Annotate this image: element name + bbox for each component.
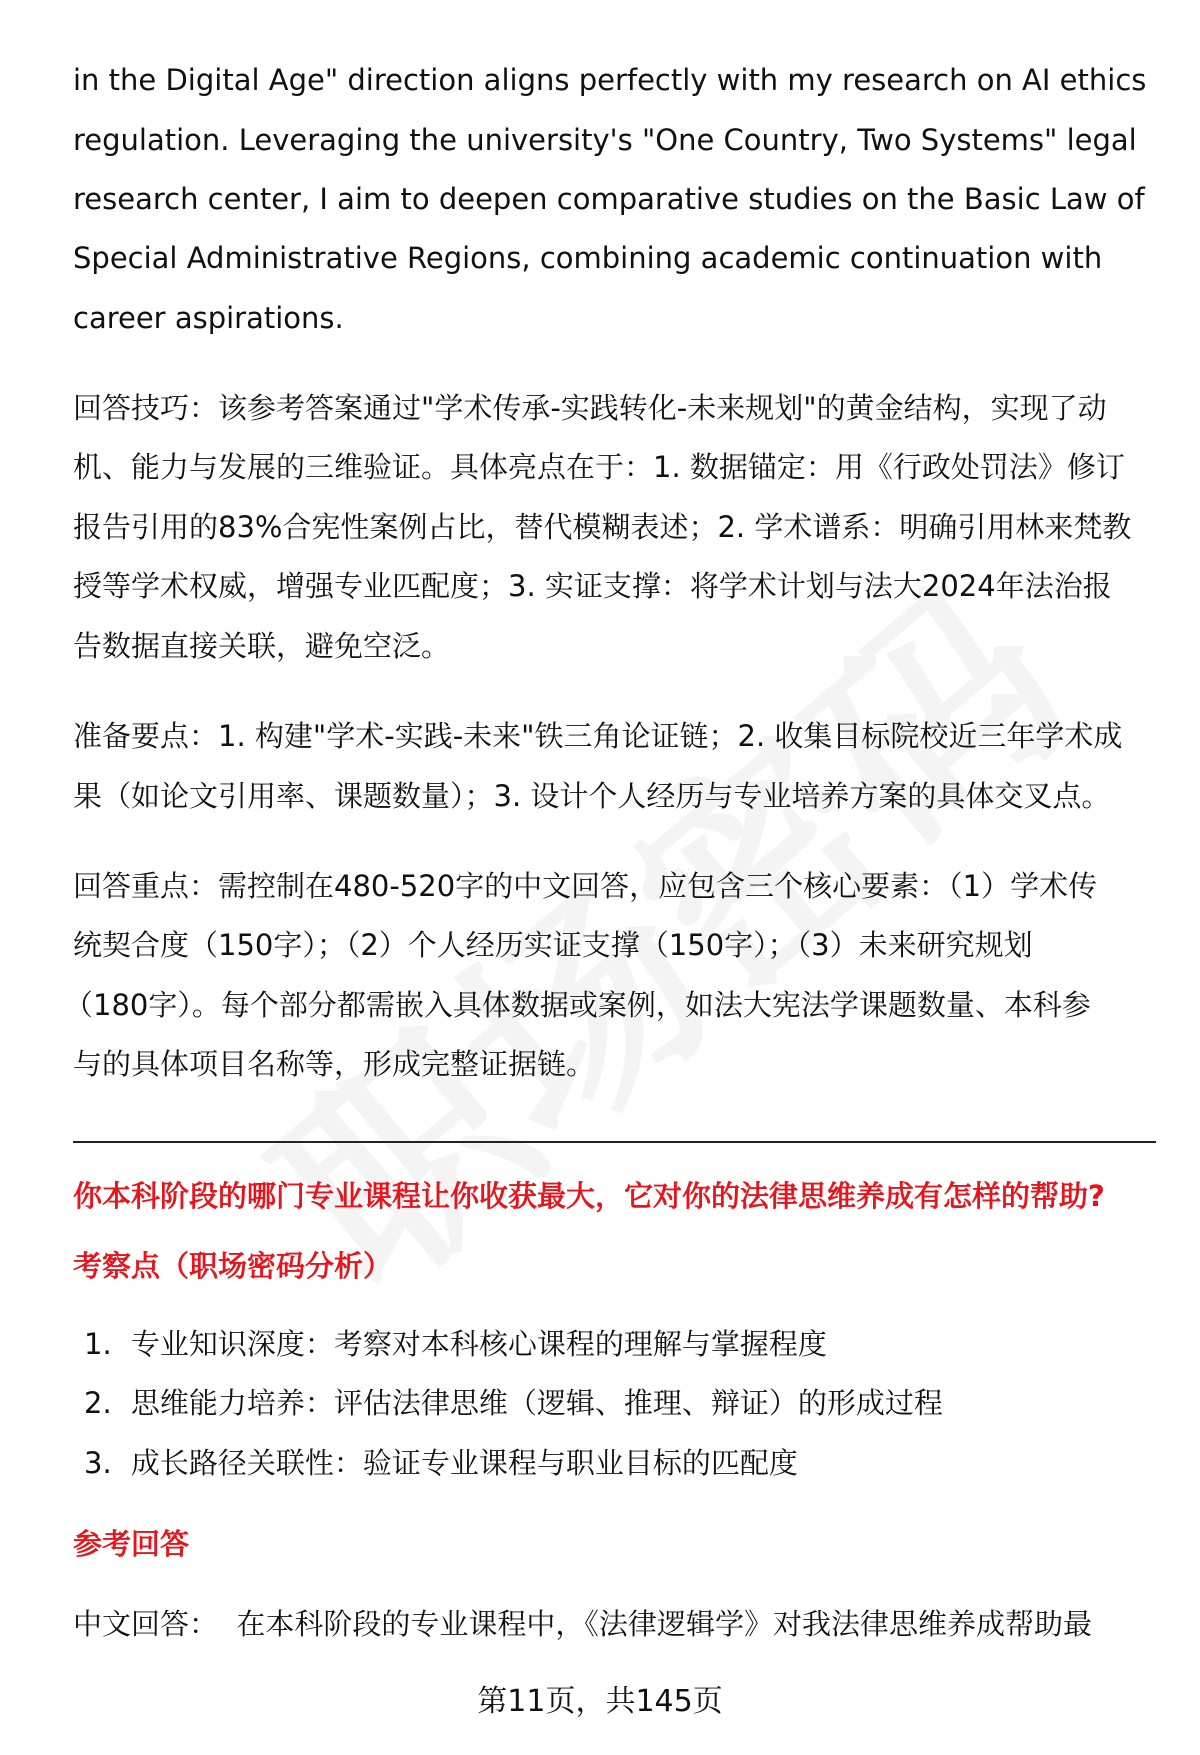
item-text: 专业知识深度：考察对本科核心课程的理解与掌握程度 (130, 1327, 827, 1361)
item-number: 1. (84, 1327, 112, 1361)
tips-line: 机、能力与发展的三维验证。具体亮点在于：1. 数据锚定：用《行政处罚法》修订 (73, 450, 1125, 484)
focus-line: 统契合度（150字）；（2）个人经历实证支撑（150字）；（3）未来研究规划 (73, 928, 1033, 962)
intro-line: Special Administrative Regions, combining academic continuation with (73, 241, 1103, 275)
question-heading: 你本科阶段的哪门专业课程让你收获最大，它对你的法律思维养成有怎样的帮助? (73, 1179, 1105, 1213)
page-number: 第11页，共145页 (477, 1684, 723, 1719)
tips-line: 回答技巧：该参考答案通过"学术传承-实践转化-未来规划"的黄金结构，实现了动 (73, 391, 1107, 425)
analysis-item (84, 1383, 943, 1423)
analysis-item (84, 1324, 827, 1364)
focus-line: 回答重点：需控制在480-520字的中文回答，应包含三个核心要素：（1）学术传 (73, 869, 1098, 903)
prep-line: 准备要点：1. 构建"学术-实践-未来"铁三角论证链；2. 收集目标院校近三年学术成 (73, 719, 1123, 753)
intro-line: regulation. Leveraging the university's "One Country, Two Systems" legal (73, 123, 1137, 157)
intro-line: in the Digital Age" direction aligns perfectly with my research on AI ethics (73, 63, 1147, 97)
prep-line: 果（如论文引用率、课题数量）；3. 设计个人经历与专业培养方案的具体交叉点。 (73, 779, 1111, 813)
reference-heading: 参考回答 (73, 1527, 190, 1561)
item-number: 2. (84, 1386, 112, 1420)
section-divider (73, 1141, 1156, 1143)
tips-line: 报告引用的83%合宪性案例占比，替代模糊表述；2. 学术谱系：明确引用林来梵教 (73, 510, 1132, 544)
tips-line: 告数据直接关联，避免空泛。 (73, 629, 451, 663)
item-number: 3. (84, 1446, 112, 1480)
analysis-heading: 考察点（职场密码分析） (73, 1249, 393, 1283)
focus-line: 与的具体项目名称等，形成完整证据链。 (73, 1047, 596, 1081)
focus-line: （180字）。每个部分都需嵌入具体数据或案例，如法大宪法学课题数量、本科参 (64, 988, 1091, 1022)
answer-text: 中文回答： 在本科阶段的专业课程中，《法律逻辑学》对我法律思维养成帮助最 (73, 1607, 1092, 1641)
item-text: 成长路径关联性：验证专业课程与职业目标的匹配度 (130, 1446, 798, 1480)
intro-line: career aspirations. (73, 301, 344, 335)
analysis-item (84, 1443, 798, 1483)
item-text: 思维能力培养：评估法律思维（逻辑、推理、辩证）的形成过程 (130, 1386, 943, 1420)
tips-line: 授等学术权威，增强专业匹配度；3. 实证支撑：将学术计划与法大2024年法治报 (73, 569, 1112, 603)
intro-line: research center, I aim to deepen comparative studies on the Basic Law of (73, 182, 1145, 216)
